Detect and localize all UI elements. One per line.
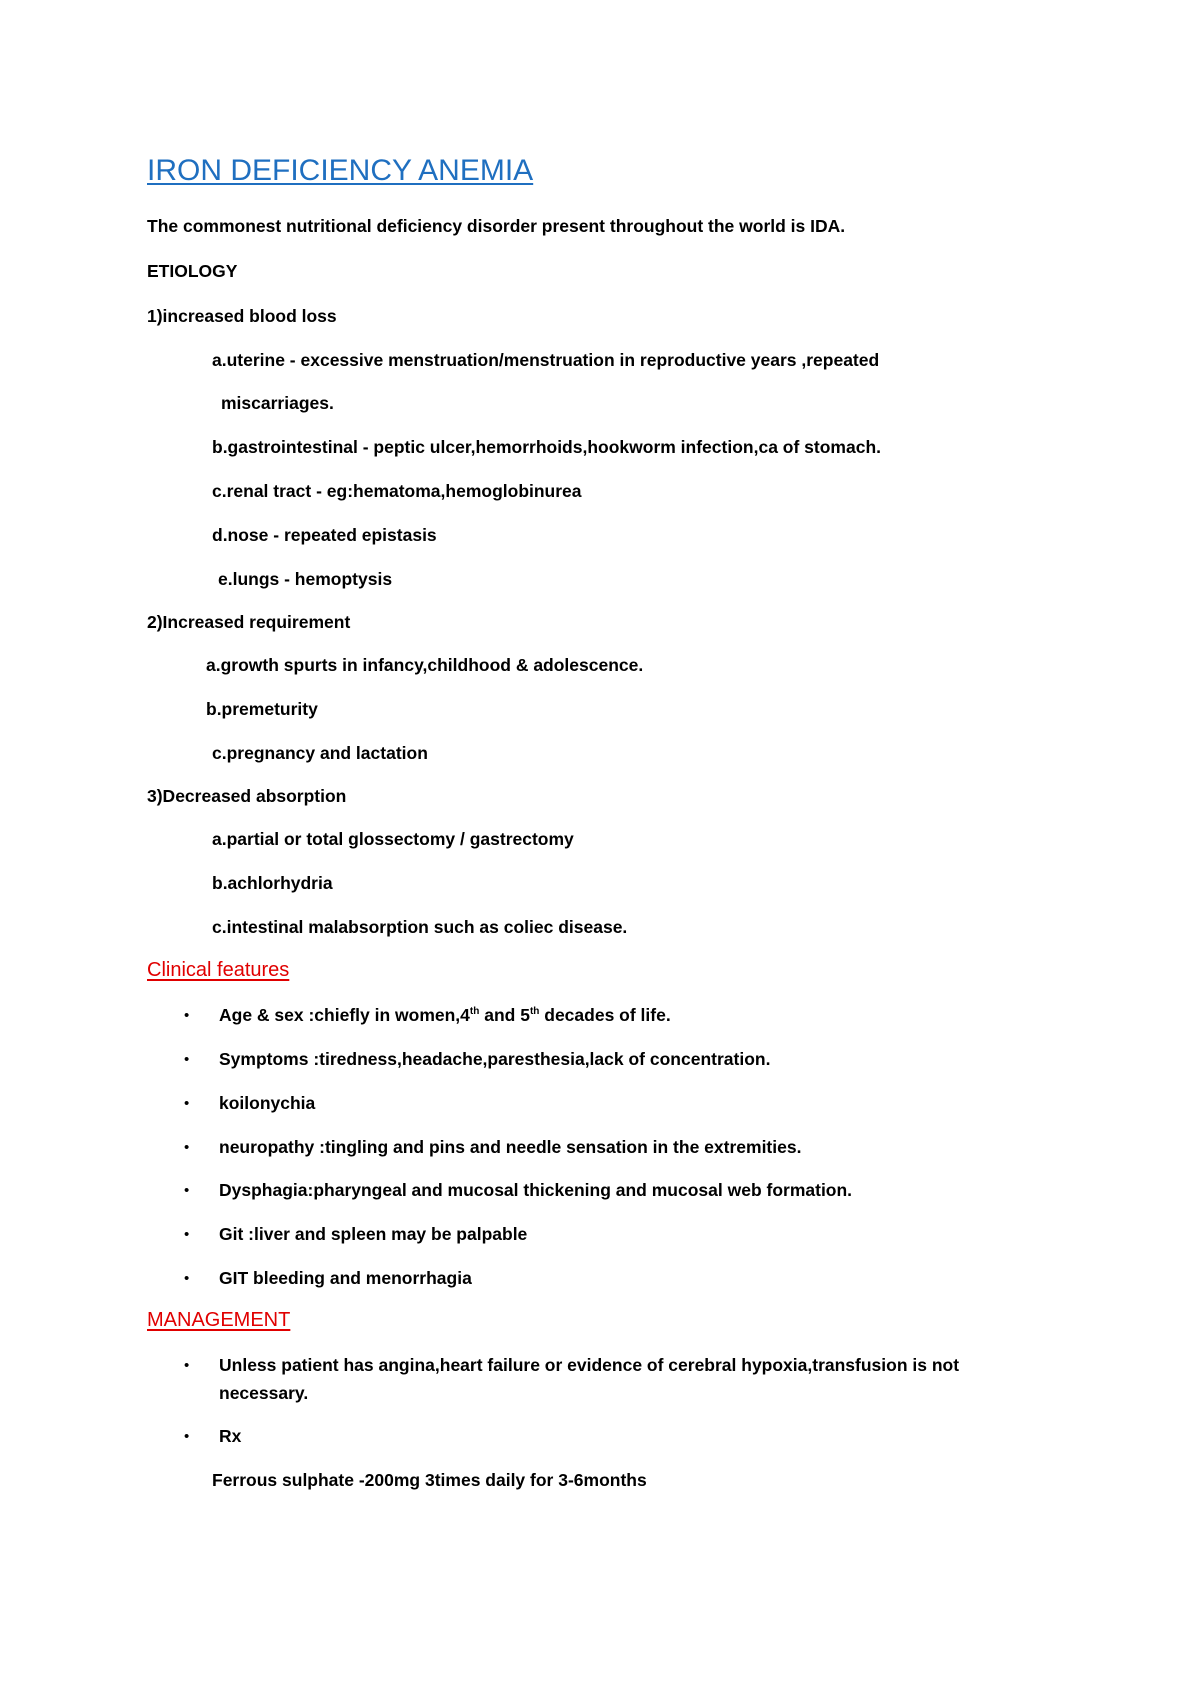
clinical-feature-item: Age & sex :chiefly in women,4th and 5th decades of life. [219,1005,671,1025]
clinical-feature-item: Dysphagia:pharyngeal and mucosal thickening and mucosal web formation. [219,1180,853,1200]
bullet-icon: • [184,1007,190,1024]
bullet-icon: • [184,1357,190,1374]
clinical-feature-item: Git :liver and spleen may be palpable [219,1224,528,1244]
etiology-item: b.premeturity [206,699,318,719]
document-title: IRON DEFICIENCY ANEMIA [147,154,534,187]
bullet-icon: • [184,1270,190,1287]
etiology-item: b.achlorhydria [212,873,333,893]
etiology-item: miscarriages. [221,393,334,413]
management-item: Rx [219,1426,242,1446]
management-item-continuation: necessary. [219,1383,309,1403]
etiology-section-heading: 1)increased blood loss [147,306,337,326]
etiology-section-heading: 2)Increased requirement [147,612,351,632]
etiology-item: e.lungs - hemoptysis [218,569,393,589]
management-heading: MANAGEMENT [147,1309,291,1331]
etiology-item: c.pregnancy and lactation [212,743,428,763]
etiology-item: a.uterine - excessive menstruation/menstruation in reproductive years ,repeated [212,350,880,370]
bullet-icon: • [184,1428,190,1445]
bullet-icon: • [184,1226,190,1243]
clinical-feature-item: neuropathy :tingling and pins and needle sensation in the extremities. [219,1137,802,1157]
bullet-icon: • [184,1182,190,1199]
bullet-icon: • [184,1051,190,1068]
management-dosage-text: Ferrous sulphate -200mg 3times daily for 3-6months [212,1470,647,1490]
clinical-feature-item: GIT bleeding and menorrhagia [219,1268,472,1288]
etiology-item: a.growth spurts in infancy,childhood & adolescence. [206,655,644,675]
etiology-item: a.partial or total glossectomy / gastrectomy [212,829,574,849]
clinical-features-heading: Clinical features [147,959,290,981]
clinical-feature-item: Symptoms :tiredness,headache,paresthesia,lack of concentration. [219,1049,771,1069]
etiology-item: c.renal tract - eg:hematoma,hemoglobinurea [212,481,582,501]
clinical-feature-item: koilonychia [219,1093,316,1113]
etiology-item: d.nose - repeated epistasis [212,525,437,545]
management-item: Unless patient has angina,heart failure or evidence of cerebral hypoxia,transfusion is not [219,1355,960,1375]
etiology-item: b.gastrointestinal - peptic ulcer,hemorrhoids,hookworm infection,ca of stomach. [212,437,881,457]
intro-text: The commonest nutritional deficiency disorder present throughout the world is IDA. [147,216,846,236]
bullet-icon: • [184,1139,190,1156]
etiology-item: c.intestinal malabsorption such as coliec disease. [212,917,628,937]
etiology-heading: ETIOLOGY [147,261,238,281]
etiology-section-heading: 3)Decreased absorption [147,786,347,806]
bullet-icon: • [184,1095,190,1112]
